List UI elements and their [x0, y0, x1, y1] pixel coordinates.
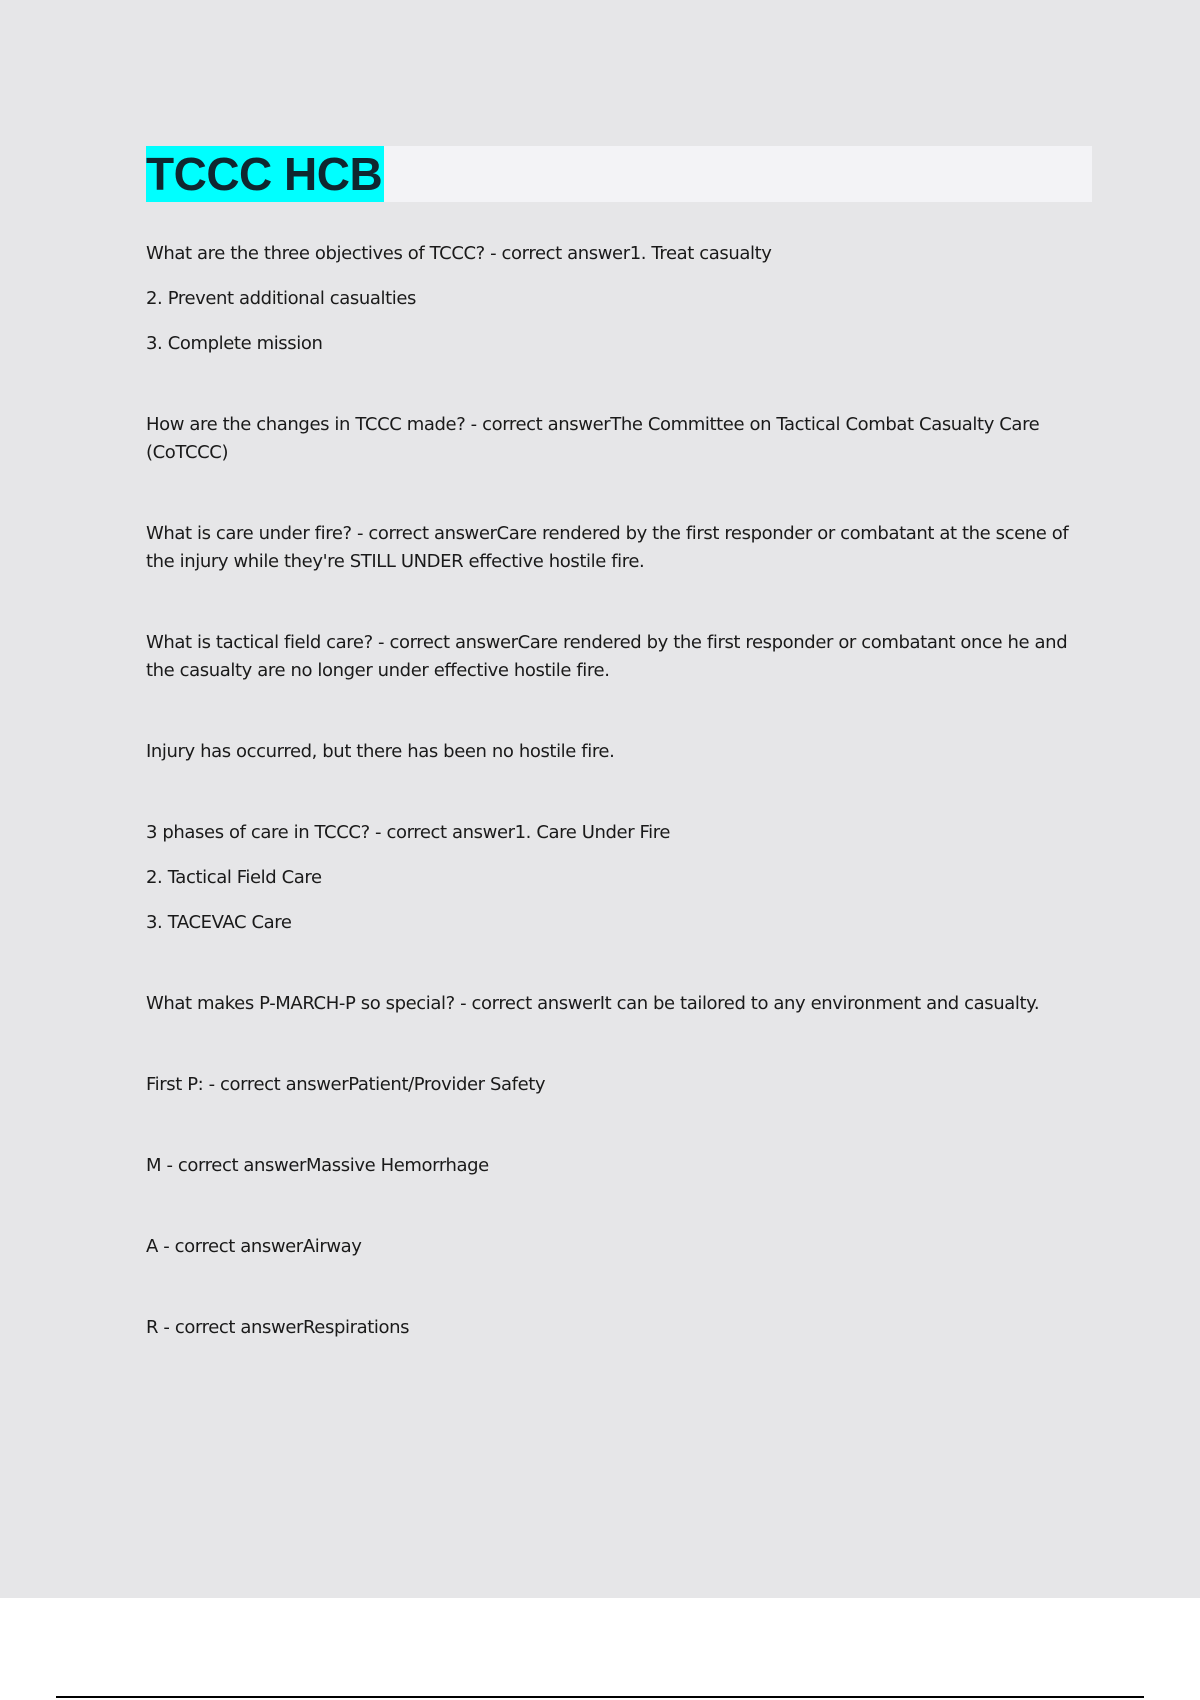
qa-entry-changes [146, 411, 1092, 467]
qa-line: 2. Prevent additional casualties [146, 288, 416, 309]
qa-line: What are the three objectives of TCCC? - correct answer1. Treat casualty [146, 243, 772, 264]
qa-paragraph: How are the changes in TCCC made? - correct answerThe Committee on Tactical Combat Casualty Care (CoTCCC) [146, 414, 1040, 463]
qa-entry-r [146, 1314, 1092, 1342]
qa-entry-objectives [146, 240, 1092, 358]
qa-paragraph: M - correct answerMassive Hemorrhage [146, 1155, 489, 1176]
qa-paragraph: What is tactical field care? - correct answerCare rendered by the first responder or combatant once he and the casualty are no longer under effective hostile fire. [146, 632, 1068, 681]
qa-paragraph: A - correct answerAirway [146, 1236, 362, 1257]
qa-entry-pmarchp [146, 990, 1092, 1018]
footer-rule [56, 1696, 1144, 1698]
qa-paragraph: Injury has occurred, but there has been no hostile fire. [146, 741, 615, 762]
qa-entry-injury-note [146, 738, 1092, 766]
qa-paragraph: What makes P-MARCH-P so special? - correct answerIt can be tailored to any environment and casualty. [146, 993, 1040, 1014]
document-title: TCCC HCB [146, 148, 383, 200]
qa-paragraph: What is care under fire? - correct answerCare rendered by the first responder or combatant at the scene of the injury while they're STILL UNDER effective hostile fire. [146, 523, 1069, 572]
qa-entry-m [146, 1152, 1092, 1180]
qa-paragraph: R - correct answerRespirations [146, 1317, 410, 1338]
qa-entry-care-under-fire [146, 520, 1092, 576]
qa-entry-a [146, 1233, 1092, 1261]
qa-line: 3. Complete mission [146, 333, 323, 354]
qa-entry-tactical-field-care [146, 629, 1092, 685]
qa-line: 2. Tactical Field Care [146, 867, 322, 888]
document-body [146, 240, 1092, 1395]
qa-paragraph: First P: - correct answerPatient/Provider Safety [146, 1074, 546, 1095]
qa-entry-first-p [146, 1071, 1092, 1099]
qa-line: 3. TACEVAC Care [146, 912, 292, 933]
qa-entry-phases [146, 819, 1092, 937]
qa-line: 3 phases of care in TCCC? - correct answer1. Care Under Fire [146, 822, 671, 843]
